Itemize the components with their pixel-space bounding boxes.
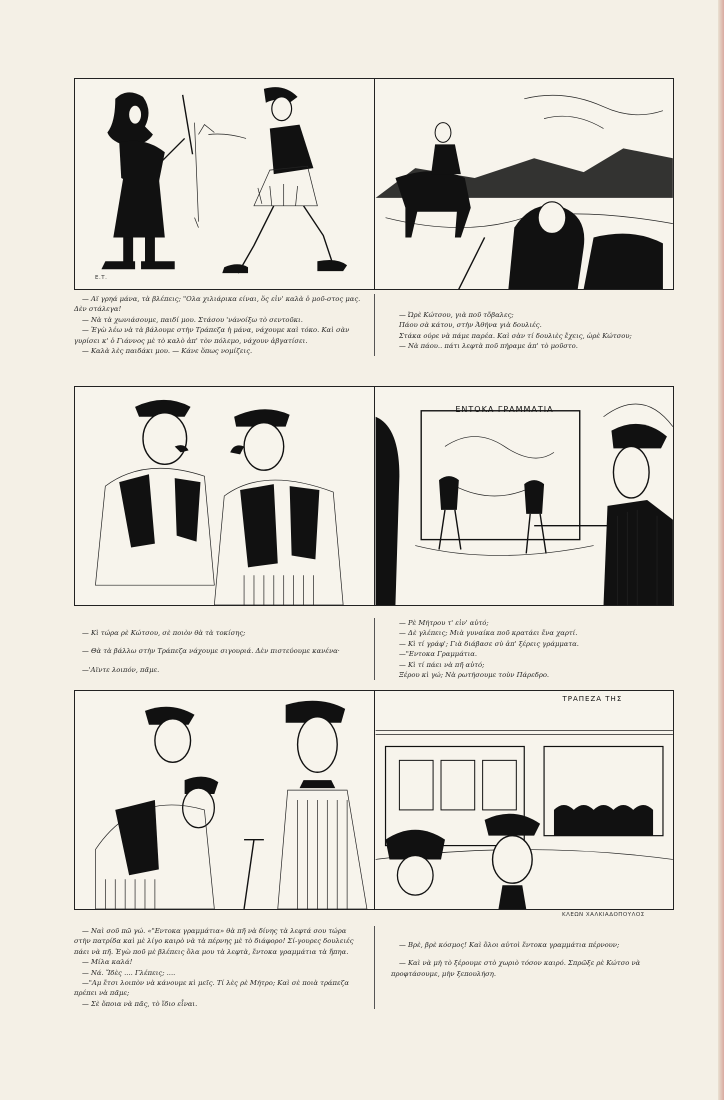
panel-3-two-villagers <box>75 387 374 605</box>
bank-sign: ΤΡΑΠΕΖΑ ΤΗΣ <box>562 695 623 703</box>
caption-column-right <box>374 926 674 1009</box>
caption-column-right <box>374 618 674 680</box>
illustration-villagers-talking <box>75 387 374 605</box>
caption-line: Πάου σὰ κάτου, στὴν Ἀθήνα γιὰ δουλιές. <box>399 321 542 330</box>
strip-3-captions <box>74 926 674 1009</box>
caption-line: Ξέρου κὶ γώ; Νὰ ρωτήσουμε τοὺν Πάρεδρο. <box>399 671 550 680</box>
caption-line: —"Αμ ἔτσι λοιπὸν νὰ κάνουμε κὶ μεῖς. Τί λὲς ρὲ Μήτρο; Καὶ σὲ ποιὰ τράπεζα πρέπει νὰ πᾶμε; <box>74 979 349 998</box>
caption-line: — Κὶ τί γράφ'; Γιὰ διάβασε σὺ ἀπ' ξέρεις γράμματα. <box>399 639 579 648</box>
illustration-donkey-rider <box>375 79 674 289</box>
panel-6-bank <box>374 691 674 909</box>
caption-line: — Ρὲ Μήτρου τ' εἰν' αὐτό; <box>399 619 489 627</box>
caption-line: — Ὠρὲ Κώτσου, γιὰ ποῦ τὄβαλες; <box>399 311 514 319</box>
artist-signature: ΚΛΕΩΝ ΧΑΛΚΙΑΔΟΠΟΥΛΟΣ <box>562 912 645 918</box>
caption-line: — Κὶ τώρα ρὲ Κώτσου, σὲ ποιὸν θὰ τὰ τοκίσης; <box>82 629 246 637</box>
caption-column-right <box>374 294 674 356</box>
poster-title: ΕΝΤΟΚΑ ΓΡΑΜΜΑΤΙΑ <box>455 405 554 414</box>
strip-3 <box>74 690 674 910</box>
caption-line: — Κὶ τί πάει νὰ πῆ αὐτό; <box>399 660 485 669</box>
caption-line: — Καλὰ λὲς παιδάκι μου. — Κάνε ὅπως νομίζεις. <box>82 347 253 356</box>
strip-2-captions <box>74 618 674 680</box>
caption-line: — Θὰ τὰ βάλλω στὴν Τράπεζα νάχουμε σιγουριά. Δὲν πιστεύουμε κανένα· <box>82 647 340 656</box>
caption-line: — Βρὲ, βρὲ κόσμος! Καὶ ὅλοι αὐτοὶ ἔντοκα γραμμάτια πέρνουν; <box>399 941 620 949</box>
strip-1 <box>74 78 674 290</box>
caption-column-left <box>74 294 374 356</box>
caption-line: — Νά. Ἴδὲς .... Γλέπεις; .... <box>82 968 176 977</box>
illustration-mother-son <box>75 79 374 289</box>
caption-line: — Δὲ γλέπεις; Μιὰ γυναίκα ποῦ κρατάει ἕνα χαρτί. <box>399 629 578 638</box>
caption-line: — Ἐγὼ λέω νὰ τὰ βάλουμε στὴν Τράπεζα ἡ μάνα, νάχουμε καὶ τόκο. Καὶ σὰν γυρίσει κ' ὁ Γιάννος μὲ τὸ καλὸ ἀπ' τὸν πόλεμο, νάχουν ἀβγατίσει. <box>74 326 350 345</box>
strip-1-captions <box>74 294 674 356</box>
page-edge <box>718 0 724 1100</box>
caption-line: — Νὰ πάου.. πάτι λεφτὰ ποῦ πήραμε ἀπ' τὸ μοῦστο. <box>399 342 578 351</box>
caption-line: Στάκα ούρε νὰ πάμε παρέα. Καὶ σὰν τί δουλιὲς ἔχεις, ὠρὲ Κώτσου; <box>399 331 632 340</box>
panel-5-explanation <box>75 691 374 909</box>
caption-line: — Μίλα καλά! <box>82 958 133 967</box>
caption-line: — Σὲ ὅποια νὰ πᾶς, τὸ ἴδιο εἶναι. <box>82 999 198 1008</box>
caption-column-left <box>74 618 374 680</box>
illustration-bank-queue <box>375 691 674 909</box>
caption-column-left <box>74 926 374 1009</box>
panel-4-poster <box>374 387 674 605</box>
caption-line: —'Αϊντε λοιπόν, πᾶμε. <box>82 665 160 674</box>
strip-2 <box>74 386 674 606</box>
caption-line: — Ναὶ σοῦ πῶ γώ. «"Εντοκα γραμμάτια» θὰ πῆ νὰ δίνης τὰ λεφτά σου τώρα στὴν πατρίδα καὶ μὲ λίγο καιρὸ νὰ τὰ πέρνης μὲ τὸ διάφορο! Σί-γουρες δουλειές πάει νὰ πῆ. Ἐγὼ ποῦ μὲ βλέπεις ὅλα μου τὰ λεφτὰ, ἔντοκα γραμμάτια τὰ ἤπηα. <box>74 927 354 956</box>
illustration-poster-and-gentleman <box>375 387 674 605</box>
artist-signature: Ε.Τ. <box>95 275 108 281</box>
caption-line: — Αϊ γρηά μάνα, τὰ βλέπεις; "Ολα χιλιάρικα είναι, ὅς εἰν' καλὰ ὁ μοῦ-στος μας. Δὲν στάλεγα! <box>74 295 361 314</box>
caption-line: — Καὶ νὰ μὴ τὸ ξέρουμε στὸ χωριὸ τόσον καιρό. Σπρῶξε ρὲ Κώτσο νὰ προφτάσουμε, μὴν ξεπουλήση. <box>391 959 641 978</box>
caption-line: — Νὰ τὰ χωνιάσουμε, παιδί μου. Στάσου 'νάνοίξω τὸ σεντοῦκι. <box>82 315 303 324</box>
panel-2-road <box>374 79 674 289</box>
illustration-gentleman-explaining <box>75 691 374 909</box>
panel-1-mother-and-son <box>75 79 374 289</box>
caption-line: —"Εντοκα Γραμμάτια. <box>399 650 477 659</box>
